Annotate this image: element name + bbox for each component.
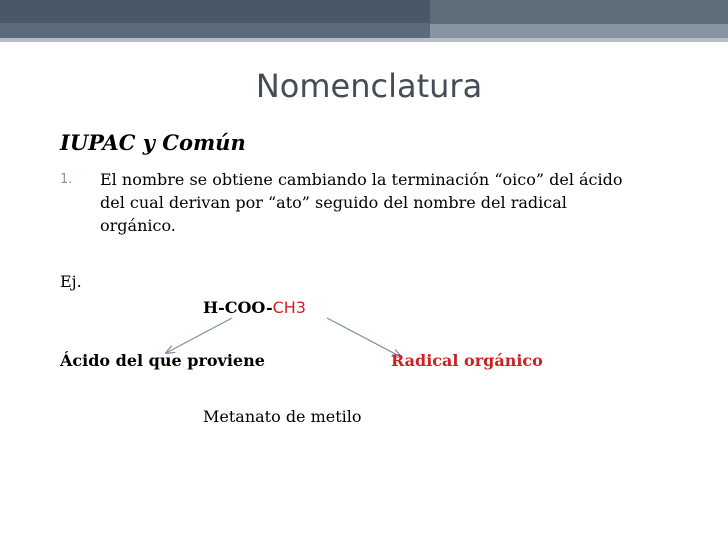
section-heading: IUPAC y Común [60,130,246,155]
slide-title: Nomenclatura [255,67,483,105]
list-line: del cual derivan por “ato” seguido del nombre del radical [100,193,567,212]
formula-radical-part: CH3 [272,298,306,317]
list-line: El nombre se obtiene cambiando la terminación “oico” del ácido [100,170,623,189]
list-line: orgánico. [100,216,176,235]
formula-acid-part: H-COO- [203,298,273,317]
compound-name: Metanato de metilo [203,407,362,426]
arrow-to-acid-icon [166,318,232,353]
example-label: Ej. [60,272,82,291]
arrow-to-radical-icon [327,318,401,357]
radical-label: Radical orgánico [391,351,543,370]
acid-label: Ácido del que proviene [60,351,265,370]
list-number: 1. [60,172,73,187]
